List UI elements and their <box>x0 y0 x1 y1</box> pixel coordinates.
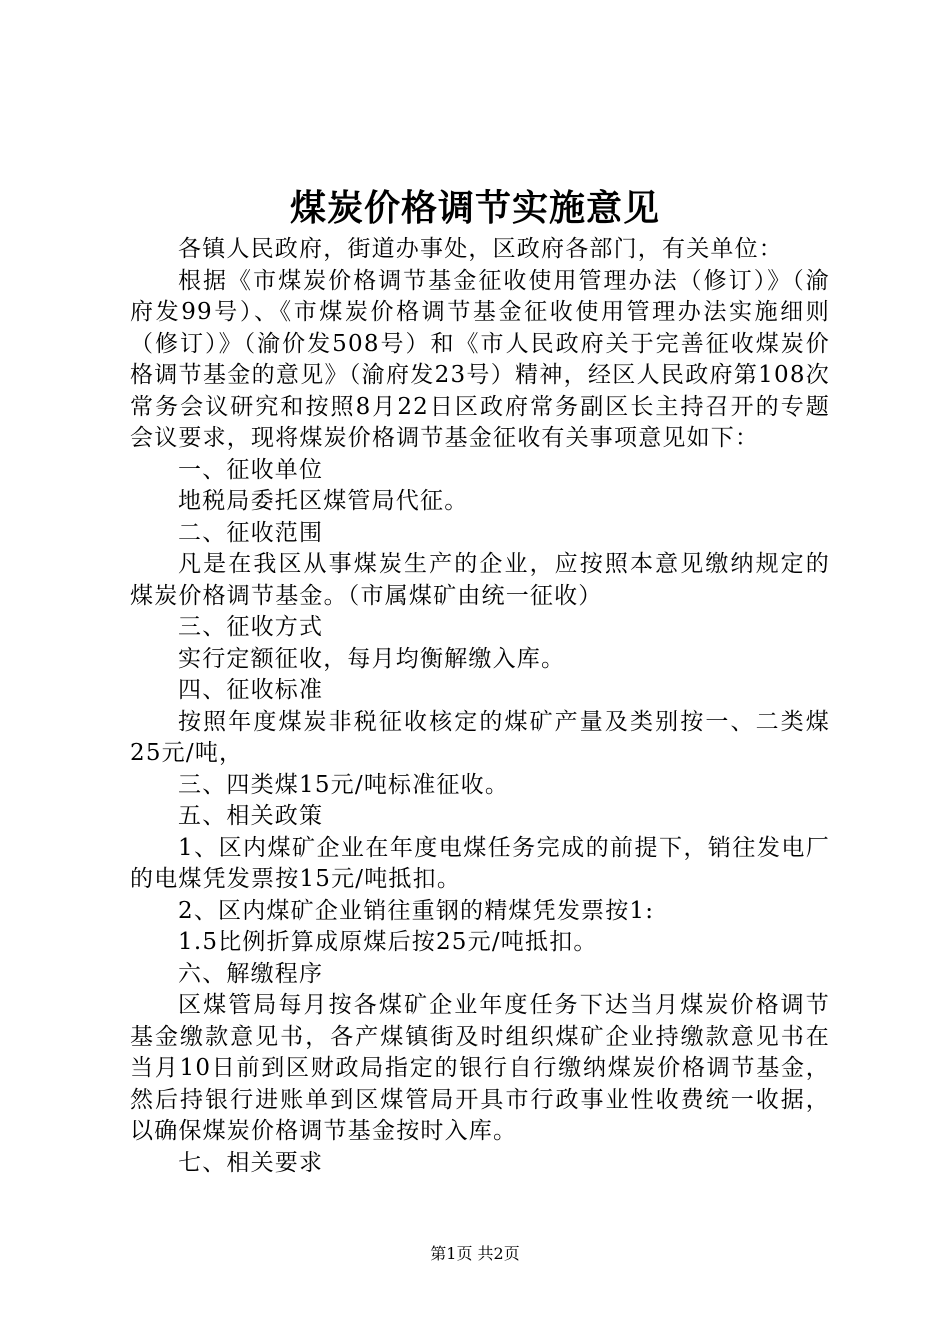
paragraph: 凡是在我区从事煤炭生产的企业，应按照本意见缴纳规定的煤炭价格调节基金。（市属煤矿由统一征收） <box>130 551 830 609</box>
page-number: 第1页 共2页 <box>430 1244 520 1263</box>
section-heading: 七、相关要求 <box>178 1149 324 1176</box>
paragraph: 根据《市煤炭价格调节基金征收使用管理办法（修订）》（渝府发99号）、《市煤炭价格调节基金征收使用管理办法实施细则（修订）》（渝价发508号）和《市人民政府关于完善征收煤炭价格调节基金的意见》（渝府发23号）精神，经区人民政府第108次常务会议研究和按照8月22日区政府常务副区长主持召开的专题会议要求，现将煤炭价格调节基金征收有关事项意见如下： <box>130 267 830 451</box>
document-body <box>130 234 830 1179</box>
section-heading: 四、征收标准 <box>178 677 324 703</box>
section-heading: 三、征收方式 <box>178 614 324 640</box>
section-heading: 六、解缴程序 <box>178 960 324 987</box>
paragraph: 1.5比例折算成原煤后按25元/吨抵扣。 <box>178 929 598 955</box>
addressee: 各镇人民政府，街道办事处，区政府各部门，有关单位： <box>178 236 783 262</box>
paragraph: 2、区内煤矿企业销往重钢的精煤凭发票按1: <box>178 897 655 924</box>
document-title: 煤炭价格调节实施意见 <box>289 187 660 229</box>
paragraph: 三、四类煤15元/吨标准征收。 <box>178 771 510 798</box>
paragraph: 实行定额征收，每月均衡解缴入库。 <box>178 645 566 672</box>
paragraph: 地税局委托区煤管局代征。 <box>178 488 469 514</box>
paragraph: 按照年度煤炭非税征收核定的煤矿产量及类别按一、二类煤25元/吨， <box>130 708 830 766</box>
paragraph: 区煤管局每月按各煤矿企业年度任务下达当月煤炭价格调节基金缴款意见书，各产煤镇街及时组织煤矿企业持缴款意见书在当月10日前到区财政局指定的银行自行缴纳煤炭价格调节基金，然后持银行进账单到区煤管局开具市行政事业性收费统一收据，以确保煤炭价格调节基金按时入库。 <box>130 992 830 1144</box>
paragraph: 1、区内煤矿企业在年度电煤任务完成的前提下，销往发电厂的电煤凭发票按15元/吨抵扣。 <box>130 834 830 892</box>
section-heading: 二、征收范围 <box>178 519 324 546</box>
section-heading: 一、征收单位 <box>178 456 324 483</box>
section-heading: 五、相关政策 <box>178 803 324 829</box>
